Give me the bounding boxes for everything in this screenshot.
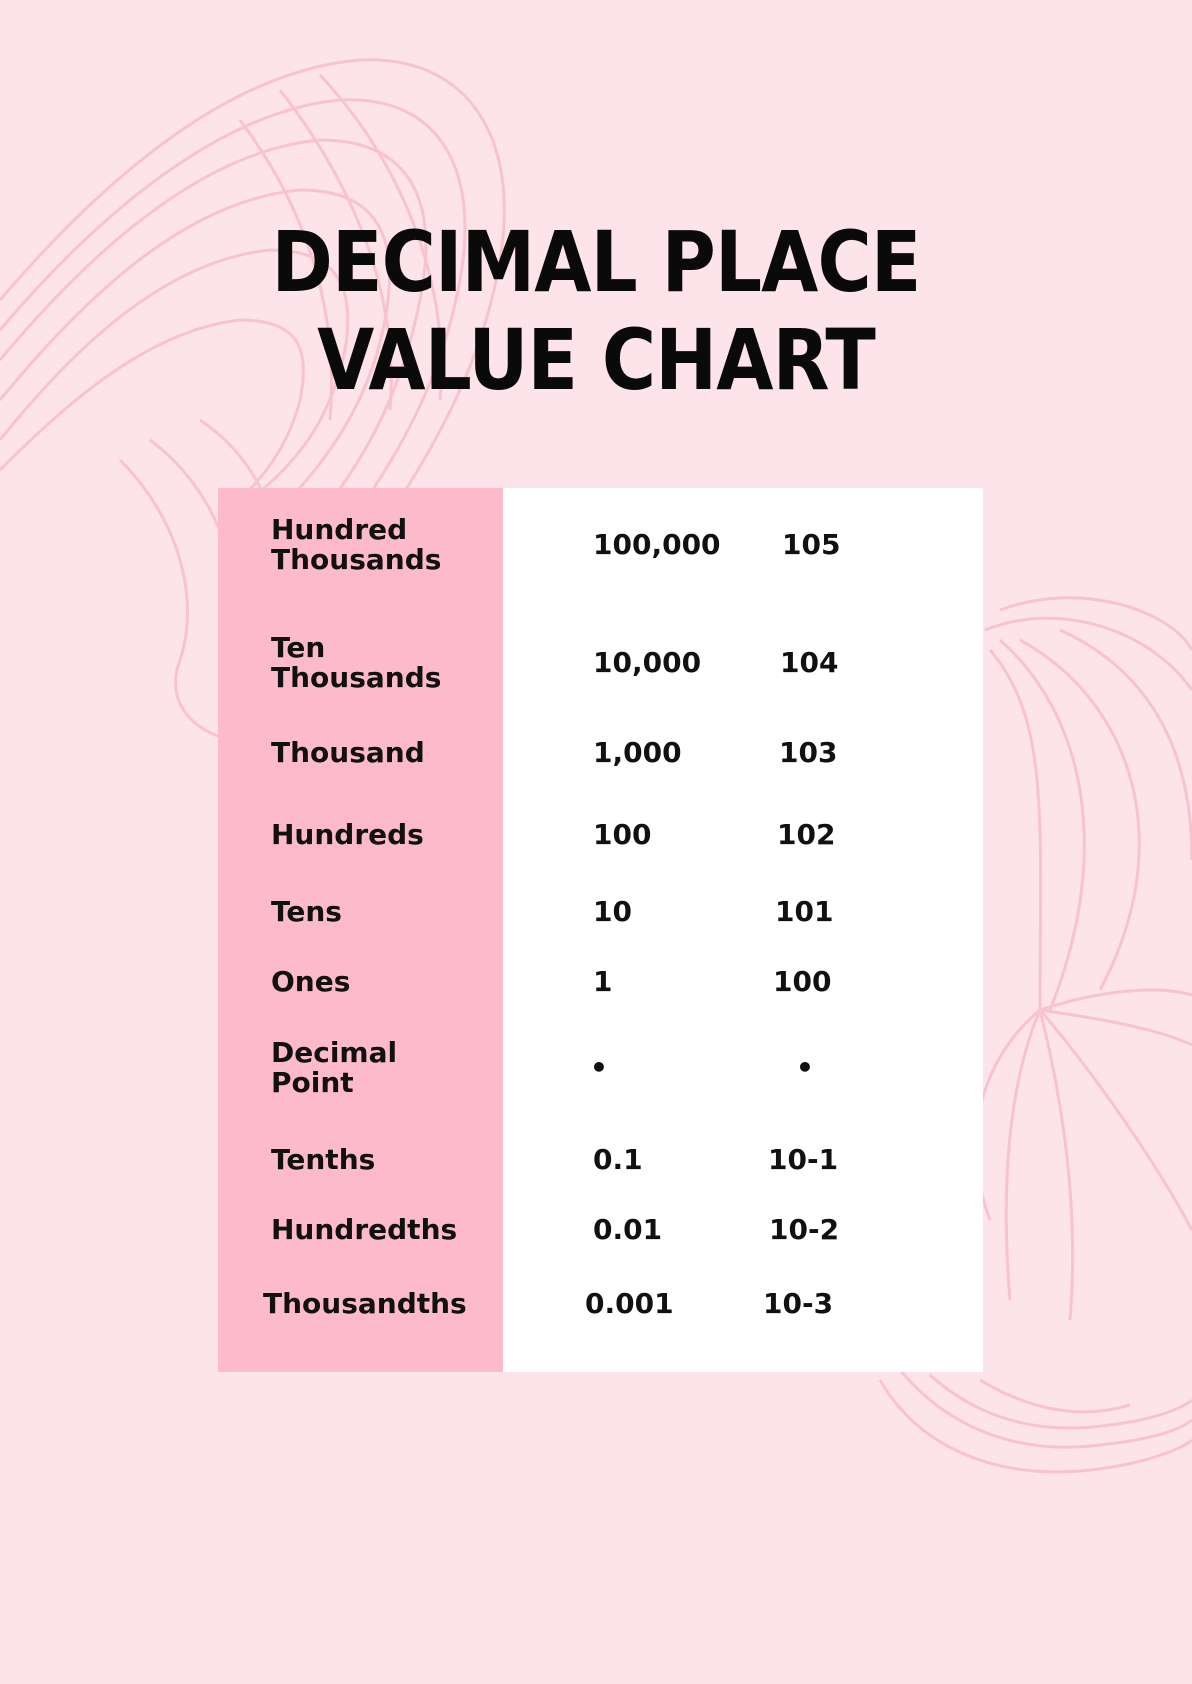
standard-value: 0.1 (593, 1143, 643, 1176)
place-name-label: Tens (271, 895, 342, 928)
standard-value: 10 (593, 895, 632, 928)
power-of-ten-value: 101 (775, 895, 834, 928)
standard-value: 0.01 (593, 1213, 663, 1246)
place-name-label: Thousand (271, 736, 425, 769)
standard-value: 100 (593, 818, 652, 851)
page-title-line-2: VALUE CHART (317, 311, 875, 409)
standard-value: 0.001 (585, 1287, 674, 1320)
power-of-ten-value: 103 (779, 736, 838, 769)
place-name-line: Thousands (271, 661, 442, 694)
place-name-line: Point (271, 1066, 354, 1099)
power-of-ten-value: 102 (777, 818, 836, 851)
place-name-label (271, 1038, 397, 1098)
place-name-line: Thousands (271, 543, 442, 576)
decimal-point-dot: • (590, 1051, 608, 1084)
power-of-ten-value: 100 (773, 965, 832, 998)
place-value-table (218, 488, 983, 1372)
power-of-ten-value: 104 (780, 646, 839, 679)
power-of-ten-value: 105 (782, 528, 841, 561)
place-name-label: Hundreds (271, 818, 424, 851)
place-name-label: Thousandths (263, 1287, 467, 1320)
place-name-label (271, 633, 441, 693)
standard-value: 1,000 (593, 736, 682, 769)
page-title-line-1: DECIMAL PLACE (271, 213, 921, 311)
place-name-label: Tenths (271, 1143, 376, 1176)
decimal-point-dot: • (796, 1051, 814, 1084)
place-name-line: Ten (271, 631, 326, 664)
standard-value: 10,000 (593, 646, 702, 679)
power-of-ten-value: 10-2 (769, 1213, 840, 1246)
place-name-label (271, 515, 441, 575)
place-name-label: Ones (271, 965, 351, 998)
place-name-line: Decimal (271, 1036, 398, 1069)
place-name-label: Hundredths (271, 1213, 458, 1246)
standard-value: 100,000 (593, 528, 721, 561)
power-of-ten-value: 10-3 (763, 1287, 834, 1320)
standard-value: 1 (593, 965, 613, 998)
place-name-line: Hundred (271, 513, 408, 546)
power-of-ten-value: 10-1 (768, 1143, 839, 1176)
